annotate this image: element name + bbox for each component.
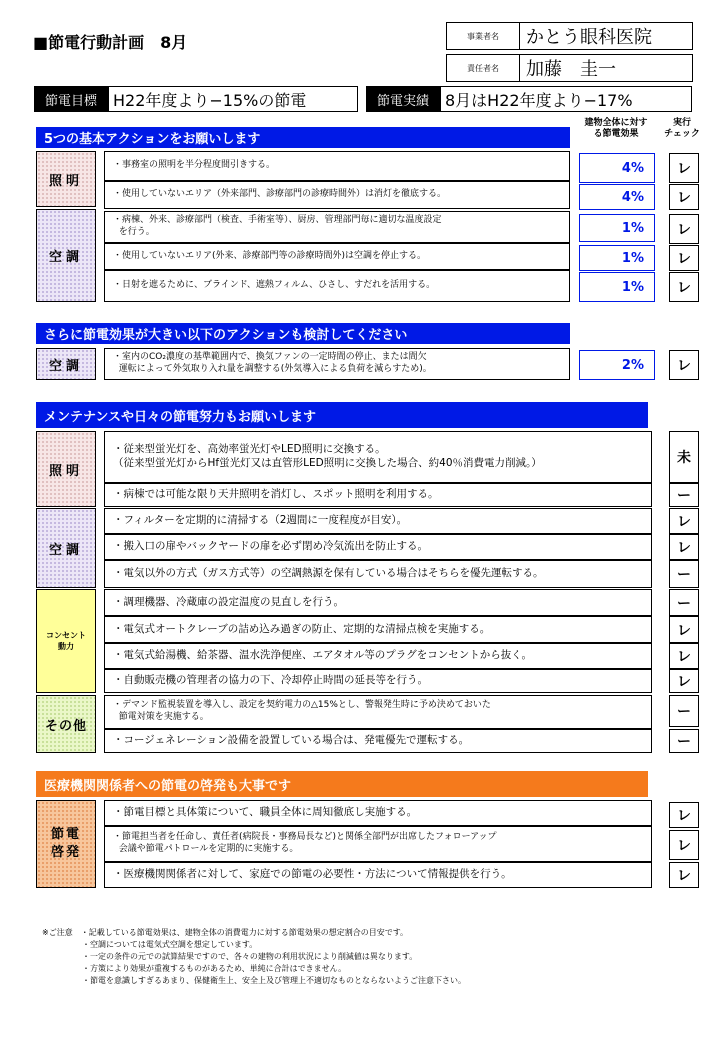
check-mark: レ	[669, 184, 699, 210]
category-lighting: 照明	[36, 151, 96, 207]
check-mark: レ	[669, 534, 699, 560]
check-mark: 未	[669, 431, 699, 483]
business-name-value: かとう眼科医院	[519, 22, 693, 50]
effect-value: 4%	[579, 184, 655, 210]
check-mark: レ	[669, 508, 699, 534]
category-awareness: 節電 啓発	[36, 800, 96, 888]
manager-name-value: 加藤 圭一	[519, 54, 693, 82]
check-mark: レ	[669, 153, 699, 183]
check-mark: レ	[669, 214, 699, 244]
check-mark: レ	[669, 669, 699, 693]
check-mark: レ	[669, 245, 699, 271]
category-air-conditioning: 空調	[36, 209, 96, 302]
action-row: ・調理機器、冷蔵庫の設定温度の見直しを行う。	[104, 589, 652, 616]
check-mark: レ	[669, 802, 699, 828]
check-mark: ー	[669, 560, 699, 588]
action-row: ・電気以外の方式（ガス方式等）の空調熱源を保有している場合はそちらを優先運転する。	[104, 560, 652, 588]
business-name-label: 事業者名	[446, 22, 520, 50]
note-line: ・一定の条件の元での試算結果ですので、各々の建物の利用状況により削減値は異なります。	[42, 952, 418, 961]
check-mark: ー	[669, 695, 699, 727]
action-row: ・電気式給湯機、給茶器、温水洗浄便座、エアタオル等のプラグをコンセントから抜く。	[104, 643, 652, 669]
effect-column-header: 建物全体に対す る節電効果	[584, 118, 648, 140]
action-row: ・コージェネレーション設備を設置している場合は、発電優先で運転する。	[104, 729, 652, 753]
result-label: 節電実績	[366, 86, 440, 112]
target-value: H22年度より−15%の節電	[108, 86, 358, 112]
effect-value: 1%	[579, 214, 655, 242]
note-line: ・空調については電気式空調を想定しています。	[42, 940, 258, 949]
category-lighting: 照明	[36, 431, 96, 507]
note-line: ・節電を意識しすぎるあまり、保健衛生上、安全上及び管理上不適切なものとならないようご注意下さい。	[42, 976, 466, 985]
result-value: 8月はH22年度より−17%	[440, 86, 692, 112]
category-air-conditioning: 空調	[36, 508, 96, 588]
section1-title: 5つの基本アクションをお願いします	[36, 127, 570, 148]
action-row: ・搬入口の扉やバックヤードの扉を必ず閉め冷気流出を防止する。	[104, 534, 652, 560]
check-mark: レ	[669, 616, 699, 643]
action-row: ・フィルターを定期的に清掃する（2週間に一度程度が目安）。	[104, 508, 652, 534]
target-label: 節電目標	[34, 86, 108, 112]
section4-title: 医療機関関係者への節電の啓発も大事です	[36, 771, 648, 797]
check-mark: ー	[669, 483, 699, 507]
check-mark: レ	[669, 830, 699, 860]
action-row: ・自動販売機の管理者の協力の下、冷却停止時間の延長等を行う。	[104, 669, 652, 693]
section2-title: さらに節電効果が大きい以下のアクションも検討してください	[36, 323, 570, 344]
check-mark: レ	[669, 862, 699, 888]
action-row: ・使用していないエリア(外来、診療部門等の診療時間外)は空調を停止する。	[104, 243, 570, 270]
effect-value: 2%	[579, 350, 655, 380]
manager-name-label: 責任者名	[446, 54, 520, 82]
action-row: ・デマンド監視装置を導入し、設定を契約電力の△15%とし、警報発生時に予め決めておいた 節電対策を実施する。	[104, 695, 652, 729]
category-other: その他	[36, 695, 96, 753]
check-mark: レ	[669, 643, 699, 669]
effect-value: 4%	[579, 153, 655, 183]
page-title: ■節電行動計画 8月	[33, 33, 188, 52]
action-row: ・従来型蛍光灯を、高効率蛍光灯やLED照明に交換する。 （従来型蛍光灯からHf蛍光灯又は直管形LED照明に交換した場合、約40％消費電力削減。）	[104, 431, 652, 483]
effect-value: 1%	[579, 245, 655, 271]
note-line: ・方策により効果が重複するものがあるため、単純に合計はできません。	[42, 964, 347, 973]
action-row: ・医療機関関係者に対して、家庭での節電の必要性・方法について情報提供を行う。	[104, 862, 652, 888]
action-row: ・節電目標と具体策について、職員全体に周知徹底し実施する。	[104, 800, 652, 826]
action-row: ・日射を遮るために、ブラインド、遮熱フィルム、ひさし、すだれを活用する。	[104, 270, 570, 302]
category-air-conditioning: 空調	[36, 348, 96, 380]
action-row: ・事務室の照明を半分程度間引きする。	[104, 151, 570, 181]
action-row: ・節電担当者を任命し、責任者(病院長・事務局長など)と関係全部門が出席したフォローアップ 会議や節電パトロールを定期的に実施する。	[104, 826, 652, 862]
action-row: ・電気式オートクレーブの詰め込み過ぎの防止、定期的な清掃点検を実施する。	[104, 616, 652, 643]
check-mark: ー	[669, 729, 699, 753]
check-mark: ー	[669, 589, 699, 616]
check-mark: レ	[669, 350, 699, 380]
action-row: ・病棟では可能な限り天井照明を消灯し、スポット照明を利用する。	[104, 483, 652, 507]
action-row: ・室内のCO₂濃度の基準範囲内で、換気ファンの一定時間の停止、または間欠 運転によって外気取り入れ量を調整する(外気導入による負荷を減らすため)。	[104, 348, 570, 380]
section3-title: メンテナンスや日々の節電努力もお願いします	[36, 402, 648, 428]
category-outlet-power: コンセント 動力	[36, 589, 96, 693]
effect-value: 1%	[579, 272, 655, 302]
note-line: ※ご注意 ・記載している節電効果は、建物全体の消費電力に対する節電効果の想定割合の目安です。	[42, 928, 409, 937]
action-row: ・病棟、外来、診療部門（検査、手術室等）、厨房、管理部門毎に適切な温度設定 を行う。	[104, 211, 570, 243]
check-column-header: 実行 チェック	[664, 118, 700, 140]
action-row: ・使用していないエリア（外来部門、診療部門の診療時間外）は消灯を徹底する。	[104, 181, 570, 209]
check-mark: レ	[669, 272, 699, 302]
